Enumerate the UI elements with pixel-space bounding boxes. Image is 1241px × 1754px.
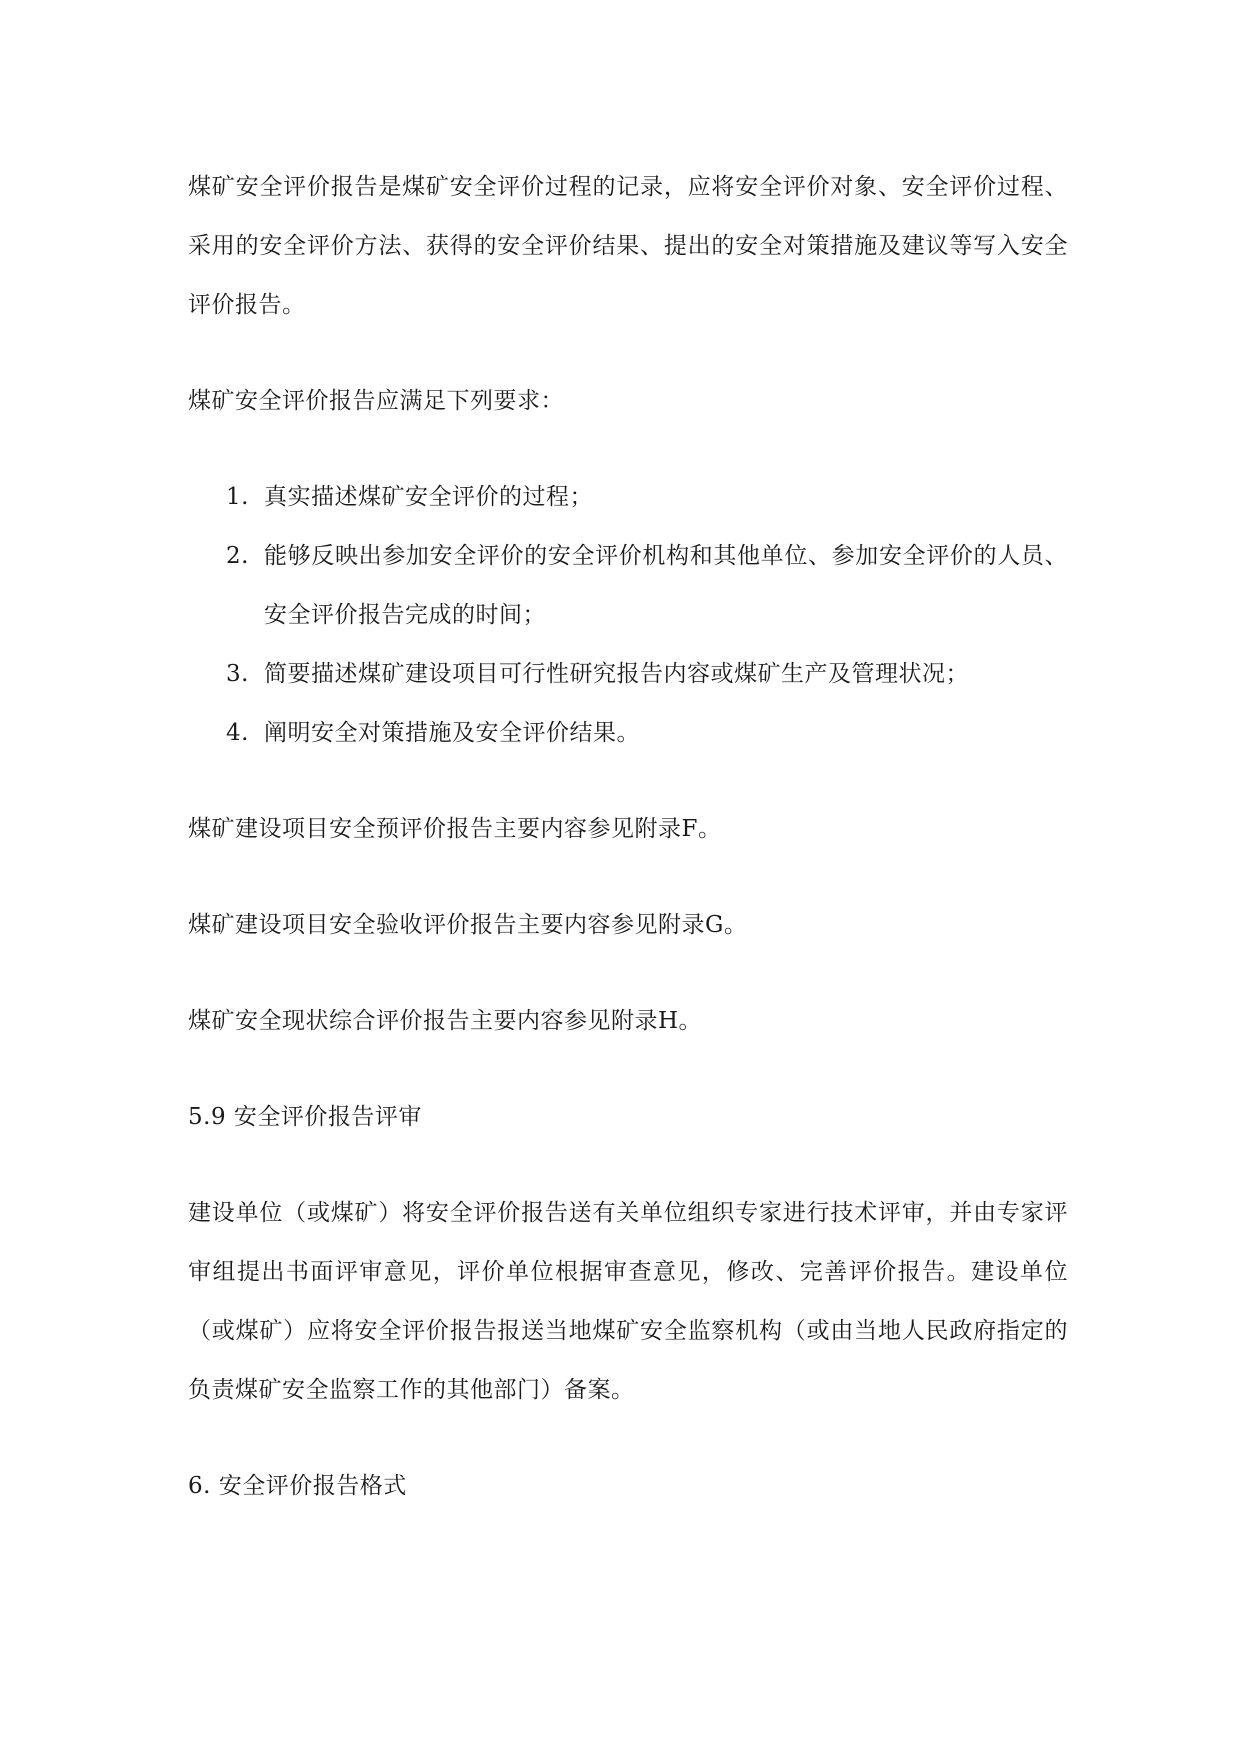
list-item-number: 1. [226,484,249,510]
requirements-lead-paragraph: 煤矿安全评价报告应满足下列要求： [188,388,564,414]
appendix-h-paragraph: 煤矿安全现状综合评价报告主要内容参见附录H。 [188,1008,703,1034]
list-item-text: 能够反映出参加安全评价的安全评价机构和其他单位、参加安全评价的人员、安全评价报告完成的时间； [264,543,1068,628]
section-5-9-heading: 5.9 安全评价报告评审 [188,1104,422,1130]
appendix-g-paragraph: 煤矿建设项目安全验收评价报告主要内容参见附录G。 [188,912,748,938]
review-paragraph: 建设单位（或煤矿）将安全评价报告送有关单位组织专家进行技术评审，并由专家评审组提出书面评审意见，评价单位根据审查意见，修改、完善评价报告。建设单位（或煤矿）应将安全评价报告报送当地煤矿安全监察机构（或由当地人民政府指定的负责煤矿安全监察工作的其他部门）备案。 [188,1200,1068,1403]
document-body [188,158,1068,1553]
list-item [188,645,1068,704]
list-item-text: 简要描述煤矿建设项目可行性研究报告内容或煤矿生产及管理状况； [264,661,969,687]
list-item-text: 真实描述煤矿安全评价的过程； [264,484,593,510]
list-item [188,468,1068,527]
section-6-heading: 6. 安全评价报告格式 [188,1473,407,1499]
list-item-number: 2. [226,543,249,569]
list-item [188,704,1068,763]
list-item-text: 阐明安全对策措施及安全评价结果。 [264,720,640,746]
list-item-number: 4. [226,720,249,746]
list-item-number: 3. [226,661,249,687]
requirements-list [188,468,1068,763]
list-item [188,527,1068,645]
appendix-f-paragraph: 煤矿建设项目安全预评价报告主要内容参见附录F。 [188,816,722,842]
intro-paragraph: 煤矿安全评价报告是煤矿安全评价过程的记录，应将安全评价对象、安全评价过程、采用的安全评价方法、获得的安全评价结果、提出的安全对策措施及建议等写入安全评价报告。 [188,174,1068,318]
